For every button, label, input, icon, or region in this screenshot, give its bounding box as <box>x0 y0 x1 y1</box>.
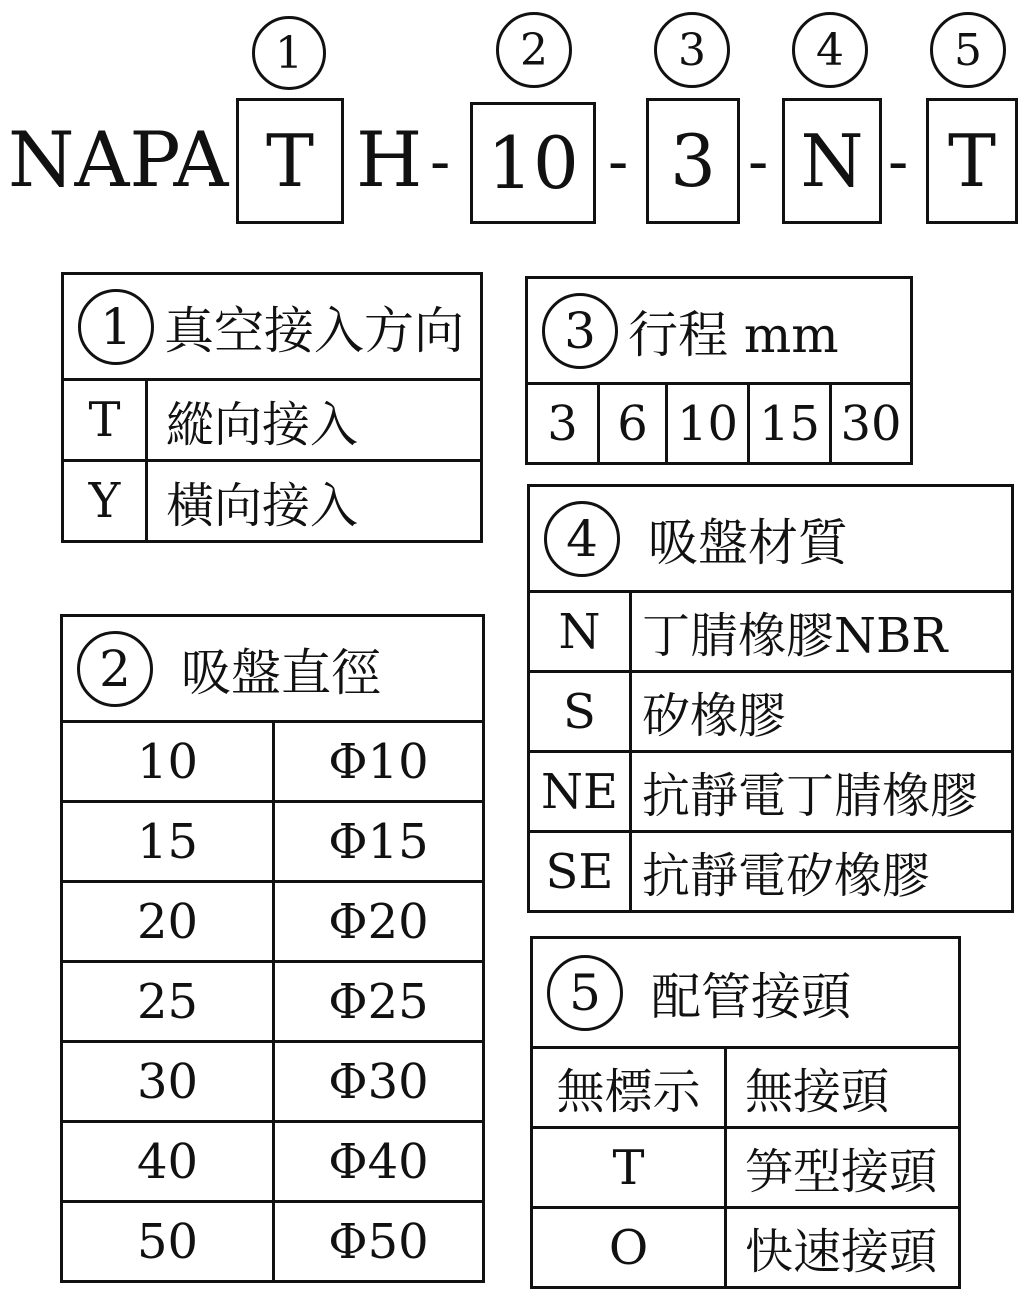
table3-value: 3 <box>527 384 599 464</box>
table4-code: N <box>529 592 631 672</box>
table4-desc: 矽橡膠 <box>631 672 1013 752</box>
table-row <box>62 1042 484 1122</box>
table5-desc: 笋型接頭 <box>726 1128 960 1208</box>
table5-code: 無標示 <box>532 1048 726 1128</box>
table1-title: 真空接入方向 <box>164 301 464 360</box>
table1-desc: 縱向接入 <box>147 380 482 461</box>
table-cup-diameter <box>60 614 485 1283</box>
table4-number-circle: 4 <box>544 501 620 577</box>
dash-1: - <box>430 127 451 197</box>
table3-title: 行程 mm <box>628 305 839 364</box>
code-seg-1: T <box>236 98 344 224</box>
table4-desc: 抗靜電矽橡膠 <box>631 832 1013 912</box>
table2-desc: Φ10 <box>274 722 484 802</box>
table4-desc: 抗靜電丁腈橡膠 <box>631 752 1013 832</box>
table-vacuum-direction <box>61 272 483 543</box>
table-pipe-fitting <box>530 936 961 1289</box>
table-row <box>527 384 912 464</box>
table5-code: O <box>532 1208 726 1288</box>
table-row <box>62 1122 484 1202</box>
dash-3: - <box>748 127 769 197</box>
table1-code: T <box>63 380 147 461</box>
table-row <box>529 592 1013 672</box>
marker-2: 2 <box>496 12 572 88</box>
table1-number-circle: 1 <box>78 289 154 365</box>
table2-code: 40 <box>62 1122 274 1202</box>
table2-desc: Φ15 <box>274 802 484 882</box>
table4-title: 吸盤材質 <box>648 513 848 572</box>
table2-desc: Φ50 <box>274 1202 484 1282</box>
dash-4: - <box>888 127 909 197</box>
table2-code: 15 <box>62 802 274 882</box>
table5-desc: 快速接頭 <box>726 1208 960 1288</box>
table2-desc: Φ40 <box>274 1122 484 1202</box>
code-seg-5: T <box>926 98 1018 224</box>
table2-code: 10 <box>62 722 274 802</box>
table-row <box>62 1202 484 1282</box>
table-row <box>63 461 482 542</box>
table4-code: S <box>529 672 631 752</box>
code-seg-2: 10 <box>470 102 596 224</box>
table-row <box>532 1128 960 1208</box>
table5-number-circle: 5 <box>547 955 623 1031</box>
table-row <box>63 380 482 461</box>
marker-4: 4 <box>792 12 868 88</box>
table5-desc: 無接頭 <box>726 1048 960 1128</box>
marker-3: 3 <box>654 12 730 88</box>
table2-title: 吸盤直徑 <box>181 643 381 702</box>
table-row <box>529 672 1013 752</box>
table3-number-circle: 3 <box>542 293 618 369</box>
table-stroke <box>525 276 913 465</box>
table2-code: 20 <box>62 882 274 962</box>
table4-code: NE <box>529 752 631 832</box>
table5-title: 配管接頭 <box>651 967 851 1026</box>
dash-2: - <box>608 127 629 197</box>
table2-number-circle: 2 <box>77 631 153 707</box>
code-seg-3: 3 <box>646 98 740 224</box>
table-row <box>62 722 484 802</box>
table4-code: SE <box>529 832 631 912</box>
table-row <box>532 1048 960 1128</box>
marker-5: 5 <box>930 12 1006 88</box>
table-row <box>529 832 1013 912</box>
marker-1: 1 <box>252 16 326 90</box>
table-row <box>62 962 484 1042</box>
table1-code: Y <box>63 461 147 542</box>
table3-value: 30 <box>831 384 912 464</box>
table4-desc: 丁腈橡膠NBR <box>631 592 1013 672</box>
table3-value: 15 <box>749 384 831 464</box>
table-cup-material <box>527 484 1014 913</box>
table-row <box>529 752 1013 832</box>
table2-desc: Φ30 <box>274 1042 484 1122</box>
table-row <box>62 882 484 962</box>
table2-code: 50 <box>62 1202 274 1282</box>
table3-value: 6 <box>599 384 667 464</box>
table3-value: 10 <box>667 384 749 464</box>
table1-desc: 橫向接入 <box>147 461 482 542</box>
table2-desc: Φ20 <box>274 882 484 962</box>
table-row <box>62 802 484 882</box>
table2-code: 30 <box>62 1042 274 1122</box>
code-seg-4: N <box>782 98 882 224</box>
table5-code: T <box>532 1128 726 1208</box>
table2-desc: Φ25 <box>274 962 484 1042</box>
model-mid: H <box>356 115 423 204</box>
table-row <box>532 1208 960 1288</box>
model-prefix: NAPA <box>8 115 229 204</box>
table2-code: 25 <box>62 962 274 1042</box>
